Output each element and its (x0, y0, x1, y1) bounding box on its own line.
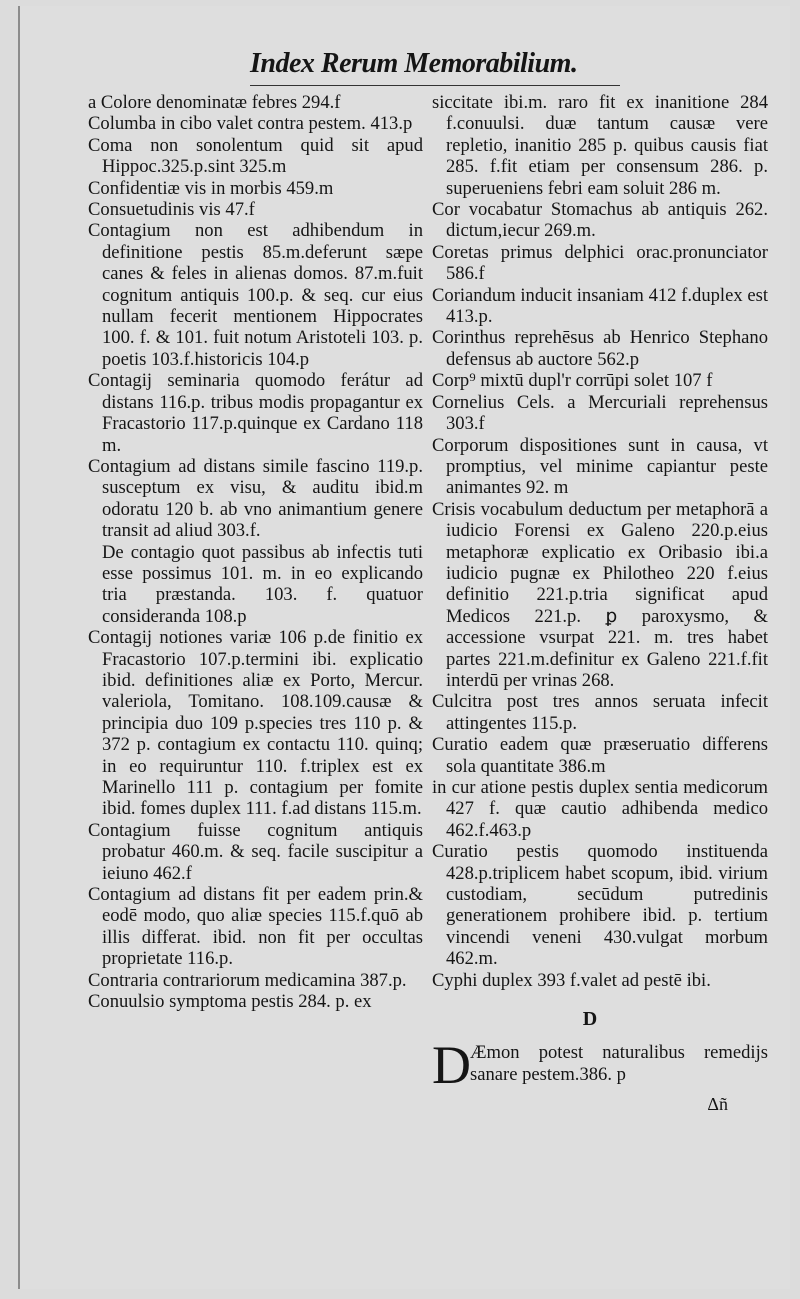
index-entry: Coma non sonolentum quid sit apud Hippoc.325.p.sint 325.m (88, 134, 423, 178)
index-entry: Confidentiæ vis in morbis 459.m (88, 177, 334, 199)
index-entry: Cornelius Cels. a Mercuriali reprehensus 303.f (432, 391, 768, 435)
header-title: Index Rerum Memorabilium. (250, 48, 578, 79)
index-entry: Contagij seminaria quomodo ferátur ad distans 116.p. tribus modis propagantur ex Fracastorio 117.p.quinque ex Cardano 118 m. (88, 370, 423, 456)
index-entry: Corinthus reprehēsus ab Henrico Stephano defensus ab auctore 562.p (432, 327, 768, 370)
catchword: Δñ (707, 1094, 728, 1115)
index-entry: Columba in cibo valet contra pestem. 413.p (88, 113, 413, 135)
right-column (432, 92, 768, 1116)
index-entry: Corporum dispositiones sunt in causa, vt promptius, vel minime capiantur peste animantes 92. m (432, 434, 768, 499)
index-subentry: De contagio quot passibus ab infectis tuti esse possimus 101. m. in eo explicando tria præstanda. 103. f. quatuor consideranda 108.p (102, 541, 423, 627)
index-entry-dropcap (432, 1035, 768, 1096)
index-entry: Contraria contrariorum medicamina 387.p. (88, 969, 407, 991)
header-rule (250, 85, 620, 86)
index-entry: a Colore denominatæ febres 294.f (88, 92, 341, 113)
index-entry: Coriandum inducit insaniam 412 f.duplex est 413.p. (432, 284, 768, 328)
index-entry: siccitate ibi.m. raro fit ex inanitione 284 f.conuulsi. duæ tantum causæ vere repletio, inanitio 285 p. quibus causis fiat 285. f.fit etiam per consensum 286. p. superueniens febri eam soluit 286 m. (432, 92, 768, 199)
index-entry: Curatio eadem quæ præseruatio differens sola quantitate 386.m (432, 734, 768, 777)
entry-text: Æmon potest naturalibus remedijs sanare pestem.386. p (470, 1042, 768, 1085)
index-entry: Contagium fuisse cognitum antiquis probatur 460.m. & seq. facile suscipitur a ieiuno 462.f (88, 819, 423, 884)
index-entry: Contagium ad distans simile fascino 119.p. susceptum ex visu, & auditu ibid.m odoratu 120 b. ab vno animantium genere transit ad aliud 303.f. (88, 455, 423, 542)
running-header (250, 44, 620, 84)
index-entry: Contagij notiones variæ 106 p.de finitio ex Fracastorio 107.p.termini ibi. explicatio ibid. definitiones aliæ ex Porto, Mercur. valeriola, Tomitano. 108.109.causæ & principia duo 109 p.species tres 110 p. & 372 p. contagium ex contactu 110. quinq; in eo requiruntur 110. f.triplex est ex Marinello 111 p. contagium per fomite ibid. fomes duplex 111. f.ad distans 115.m. (88, 627, 423, 820)
index-entry: Culcitra post tres annos seruata infecit attingentes 115.p. (432, 691, 768, 734)
drop-cap: D (432, 1035, 471, 1096)
index-entry: in cur atione pestis duplex sentia medicorum 427 f. quæ cautio adhibenda medico 462.f.463.p (432, 777, 768, 841)
index-entry: Consuetudinis vis 47.f (88, 199, 255, 221)
index-entry: Crisis vocabulum deductum per metaphorā a iudicio Forensi ex Galeno 220.p.eius metaphoræ explicatio ex Oribasio ibi.a iudicio pugnæ ex Philotheo 220 f.eius definitio 221.p.tria significat apud Medicos 221.p. ꝑ paroxysmo, & accessione vsurpat 221. m. tres habet partes 221.m.definitur ex Galeno 221.f.fit interdū per vrinas 268. (432, 498, 768, 691)
index-entry: Contagium ad distans fit per eadem prin.& eodē modo, quo aliæ species 115.f.quō ab illis differat. ibid. non fit per occultas proprietate 116.p. (88, 884, 423, 970)
index-entry: Coretas primus delphici orac.pronunciator 586.f (432, 241, 768, 285)
left-column (88, 92, 423, 1012)
index-entry: Conuulsio symptoma pestis 284. p. ex (88, 991, 372, 1013)
index-entry: Contagium non est adhibendum in definitione pestis 85.m.deferunt sæpe canes & feles in alienas domos. 87.m.fuit cognitum antiquis 100.p. & seq. cur eius nullam fecerit mentionem Hippocrates 100. f. & 101. fuit notum Aristoteli 103. p. poetis 103.f.historicis 104.p (88, 220, 423, 370)
index-entry: Curatio pestis quomodo instituenda 428.p.triplicem habet scopum, ibid. virium custodiam, secūdum putredinis generationem prohibere ibid. p. tertium vincendi veneni 430.vulgat morbum 462.m. (432, 841, 768, 970)
index-entry: Cor vocabatur Stomachus ab antiquis 262. dictum,iecur 269.m. (432, 199, 768, 242)
index-entry: Corp⁹ mixtū dupl'r corrūpi solet 107 f (432, 370, 713, 392)
section-letter: D (582, 1008, 598, 1031)
index-entry: Cyphi duplex 393 f.valet ad pestē ibi. (432, 969, 711, 991)
